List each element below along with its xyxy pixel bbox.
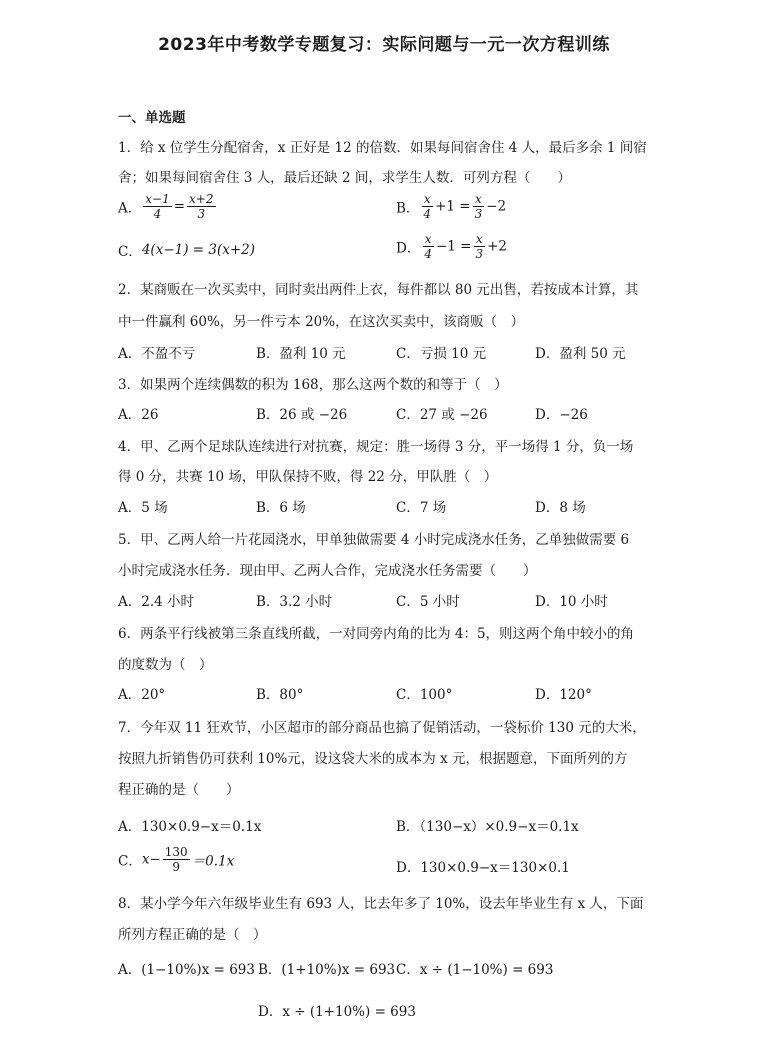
q4-option-a: A．5 场: [118, 500, 168, 516]
section-heading: 一、单选题: [118, 110, 186, 126]
q2-option-a: A．不盈不亏: [118, 346, 196, 362]
q2-option-d: D．盈利 50 元: [535, 346, 626, 362]
q6-option-a: A．20°: [118, 687, 166, 703]
q8-text-line2: 所列方程正确的是（ ）: [118, 927, 267, 943]
q7-text-line2: 按照九折销售仍可获利 10%元，设这袋大米的成本为 x 元，根据题意，下面所列的方: [118, 751, 628, 767]
q6-option-d: D．120°: [535, 687, 592, 703]
q4-text-line2: 得 0 分，共赛 10 场，甲队保持不败，得 22 分，甲队胜（ ）: [118, 469, 498, 485]
q1-option-d: D． $\frac{x}{4}$ −1 = $\frac{x}{3}$ +2: [396, 232, 508, 261]
q5-option-d: D．10 小时: [535, 594, 608, 610]
q8-option-c: C．x ÷ (1−10%) = 693: [396, 962, 554, 978]
q5-option-a: A．2.4 小时: [118, 594, 195, 610]
q7-option-d: D．130×0.9−x＝130×0.1: [396, 860, 570, 876]
q4-option-b: B．6 场: [256, 500, 306, 516]
q6-option-c: C．100°: [396, 687, 453, 703]
q1-text-line1: 1．给 x 位学生分配宿舍，x 正好是 12 的倍数．如果每间宿舍住 4 人，最后多余 1 间宿: [118, 140, 647, 156]
q6-option-b: B．80°: [256, 687, 304, 703]
q4-option-c: C．7 场: [396, 500, 447, 516]
q3-text-line1: 3．如果两个连续偶数的积为 168，那么这两个数的和等于（ ）: [118, 377, 508, 393]
q3-option-a: A．26: [118, 407, 159, 423]
q1-text-line2: 舍；如果每间宿舍住 3 人，最后还缺 2 间，求学生人数．可列方程（ ）: [118, 170, 571, 186]
q2-text-line2: 中一件赢利 60%，另一件亏本 20%，在这次买卖中，该商贩（ ）: [118, 314, 525, 330]
q8-option-d: D．x ÷ (1+10%) = 693: [258, 1004, 416, 1020]
q8-option-a: A．(1−10%)x = 693: [118, 962, 255, 978]
q4-option-d: D．8 场: [535, 500, 586, 516]
q3-option-d: D．−26: [535, 407, 588, 423]
q3-option-c: C．27 或 −26: [396, 407, 488, 423]
q8-text-line1: 8．某小学今年六年级毕业生有 693 人，比去年多了 10%，设去年毕业生有 x 人，下面: [118, 896, 644, 912]
q7-text-line3: 程正确的是（ ）: [118, 782, 240, 798]
q8-option-b: B．(1+10%)x = 693: [258, 962, 396, 978]
q7-option-a: A．130×0.9−x＝0.1x: [118, 819, 262, 835]
q5-text-line1: 5．甲、乙两人给一片花园浇水，甲单独做需要 4 小时完成浇水任务，乙单独做需要 6: [118, 532, 630, 548]
q6-text-line1: 6．两条平行线被第三条直线所截，一对同旁内角的比为 4：5，则这两个角中较小的角: [118, 626, 635, 642]
q4-text-line1: 4．甲、乙两个足球队连续进行对抗赛，规定：胜一场得 3 分，平一场得 1 分，负一场: [118, 439, 634, 455]
q1-option-b: B． $\frac{x}{4}$ +1 = $\frac{x}{3}$ −2: [396, 192, 507, 221]
q3-option-b: B．26 或 −26: [256, 407, 348, 423]
q2-option-b: B．盈利 10 元: [256, 346, 346, 362]
q1-option-c: C．4(x−1) = 3(x+2): [118, 242, 256, 260]
q5-option-c: C．5 小时: [396, 594, 460, 610]
q1-option-a: A． $\frac{x-1}{4}$ = $\frac{x+2}{3}$: [118, 192, 214, 221]
q2-option-c: C．亏损 10 元: [396, 346, 487, 362]
q7-option-c: C．x− $\frac{130}{9}$ ＝0.1x: [118, 845, 235, 874]
q5-text-line2: 小时完成浇水任务．现由甲、乙两人合作，完成浇水任务需要（ ）: [118, 563, 537, 579]
q7-option-b: B．（130−x）×0.9−x＝0.1x: [396, 819, 579, 835]
document-title: 2023年中考数学专题复习：实际问题与一元一次方程训练: [158, 35, 610, 55]
q6-text-line2: 的度数为（ ）: [118, 657, 213, 673]
q7-text-line1: 7．今年双 11 狂欢节，小区超市的部分商品也搞了促销活动，一袋标价 130 元的大米，: [118, 720, 646, 736]
q5-option-b: B．3.2 小时: [256, 594, 333, 610]
q2-text-line1: 2．某商贩在一次买卖中，同时卖出两件上衣，每件都以 80 元出售，若按成本计算，其: [118, 282, 639, 298]
